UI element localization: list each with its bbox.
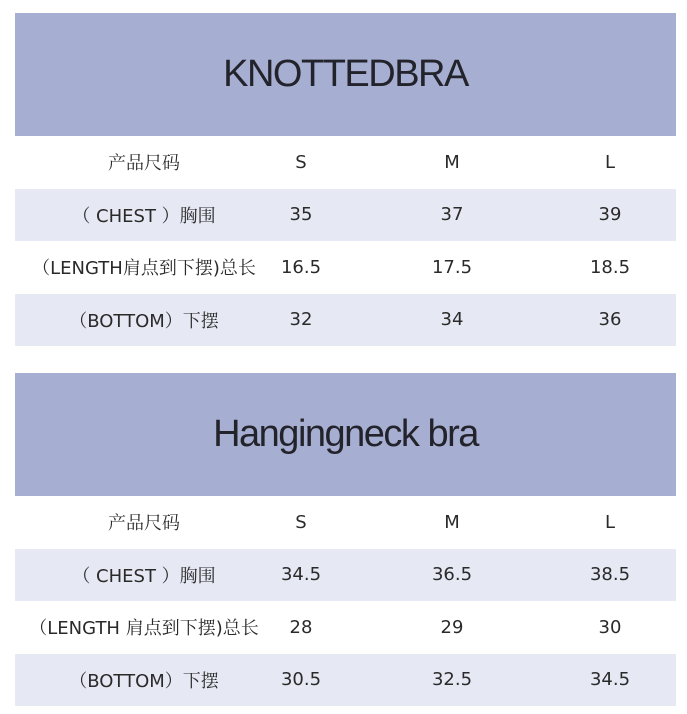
value-s: 32 bbox=[289, 309, 313, 331]
table-title: KNOTTEDBRA bbox=[15, 13, 676, 136]
value-l: 18.5 bbox=[589, 256, 631, 278]
header-row bbox=[15, 496, 676, 549]
table-row bbox=[15, 549, 676, 602]
header-cell-m: M bbox=[444, 151, 460, 173]
value-l: 39 bbox=[598, 204, 622, 226]
value-s: 16.5 bbox=[280, 256, 322, 278]
table-row bbox=[15, 189, 676, 242]
row-label: （BOTTOM）下摆 bbox=[69, 310, 219, 332]
header-cell-m: M bbox=[444, 511, 460, 533]
table-row bbox=[15, 294, 676, 347]
size-table-knotted-bra bbox=[15, 13, 676, 346]
header-cell-size: 产品尺码 bbox=[108, 153, 180, 175]
value-l: 36 bbox=[598, 309, 622, 331]
header-cell-l: L bbox=[604, 511, 616, 533]
value-m: 17.5 bbox=[431, 256, 473, 278]
value-s: 28 bbox=[289, 616, 313, 638]
value-s: 30.5 bbox=[280, 669, 322, 691]
header-row bbox=[15, 136, 676, 189]
table-row bbox=[15, 654, 676, 707]
row-label: （ CHEST ）胸围 bbox=[72, 205, 216, 227]
table-row bbox=[15, 601, 676, 654]
row-label: （ CHEST ）胸围 bbox=[72, 565, 216, 587]
header-cell-l: L bbox=[604, 151, 616, 173]
size-table-hangingneck-bra bbox=[15, 373, 676, 706]
value-l: 38.5 bbox=[589, 564, 631, 586]
row-label: （LENGTH 肩点到下摆)总长 bbox=[29, 618, 259, 640]
row-label: （BOTTOM）下摆 bbox=[69, 670, 219, 692]
header-cell-s: S bbox=[295, 511, 307, 533]
value-l: 30 bbox=[598, 616, 622, 638]
table-row bbox=[15, 241, 676, 294]
row-label: （LENGTH肩点到下摆)总长 bbox=[32, 258, 256, 280]
value-m: 36.5 bbox=[431, 564, 473, 586]
table-title: Hangingneck bra bbox=[15, 373, 676, 496]
header-cell-s: S bbox=[295, 151, 307, 173]
value-s: 34.5 bbox=[280, 564, 322, 586]
value-m: 37 bbox=[440, 204, 464, 226]
header-cell-size: 产品尺码 bbox=[108, 513, 180, 535]
value-m: 32.5 bbox=[431, 669, 473, 691]
value-s: 35 bbox=[289, 204, 313, 226]
value-l: 34.5 bbox=[589, 669, 631, 691]
value-m: 29 bbox=[440, 616, 464, 638]
value-m: 34 bbox=[440, 309, 464, 331]
